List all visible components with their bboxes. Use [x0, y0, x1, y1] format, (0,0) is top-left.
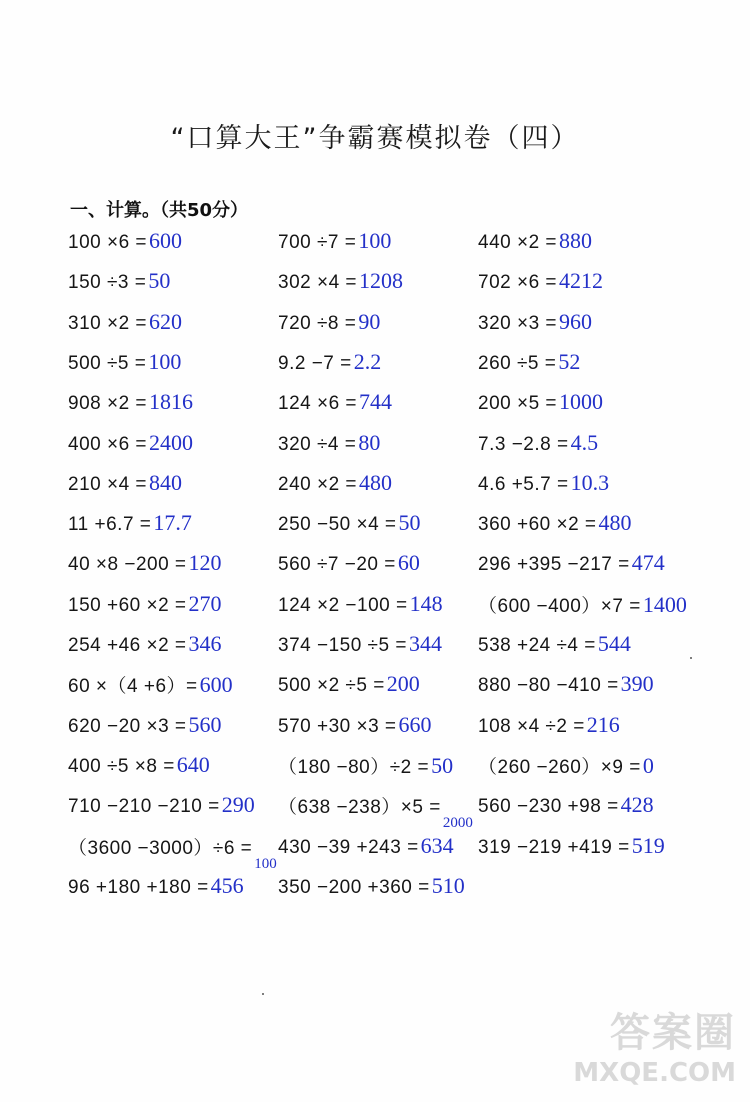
problem-expression: （180 −80）÷2 = [278, 756, 430, 778]
problem-expression: 538 +24 ÷4 = [478, 635, 596, 656]
handwritten-answer: 10.3 [570, 469, 610, 495]
problem-row [0, 591, 750, 631]
problem-expression: 96 +180 +180 = [68, 876, 209, 898]
handwritten-answer: 660 [398, 711, 432, 737]
problem-expression: 720 ÷8 = [278, 312, 357, 334]
problem-item [68, 792, 255, 832]
problem-item [278, 470, 392, 510]
handwritten-answer: 456 [210, 872, 244, 898]
problem-item [68, 228, 182, 268]
problem-expression: （260 −260）×9 = [478, 756, 641, 778]
problem-expression: 430 −39 +243 = [278, 836, 419, 858]
problem-item [278, 430, 380, 470]
handwritten-answer: 480 [359, 469, 393, 495]
problem-item [68, 591, 222, 631]
problem-item [278, 792, 473, 832]
problem-item [478, 268, 603, 308]
speck-mark [690, 657, 692, 659]
speck-mark [262, 993, 264, 995]
problem-row [0, 228, 750, 268]
problem-item [478, 792, 654, 832]
problem-item [68, 470, 182, 510]
handwritten-answer: 4.5 [570, 429, 599, 455]
problem-expression: 250 −50 ×4 = [278, 514, 397, 536]
handwritten-answer: 346 [188, 631, 222, 656]
problem-expression: 11 +6.7 = [68, 514, 152, 536]
problem-expression: 260 ÷5 = [478, 352, 557, 374]
problem-item [478, 228, 592, 268]
problem-expression: 302 ×4 = [278, 272, 358, 294]
problem-item [68, 712, 222, 752]
handwritten-answer: 4212 [559, 268, 604, 294]
handwritten-answer: 620 [149, 308, 183, 334]
problem-expression: 310 ×2 = [68, 312, 148, 334]
problem-row [0, 792, 750, 832]
handwritten-answer: 60 [397, 550, 420, 576]
handwritten-answer: 270 [188, 590, 222, 616]
problem-item [478, 430, 598, 470]
problem-item [278, 309, 380, 349]
problem-row [0, 550, 750, 590]
problem-expression: 9.2 −7 = [278, 352, 352, 374]
problem-item [478, 671, 654, 711]
problem-row [0, 510, 750, 550]
handwritten-answer: 640 [176, 751, 210, 777]
problem-item [478, 389, 603, 429]
problem-expression: 40 ×8 −200 = [68, 554, 187, 576]
handwritten-answer: 344 [408, 631, 442, 656]
problem-expression: 320 ÷4 = [278, 433, 357, 455]
problem-item [278, 550, 420, 590]
handwritten-answer: 90 [358, 308, 381, 334]
handwritten-answer: 544 [597, 631, 631, 656]
problem-expression: 108 ×4 ÷2 = [478, 715, 585, 737]
problem-item [478, 550, 665, 590]
handwritten-answer: 200 [386, 671, 420, 697]
problem-expression: 908 ×2 = [68, 393, 148, 415]
problem-item [478, 510, 632, 550]
watermark [573, 1001, 736, 1088]
problem-expression: 200 ×5 = [478, 393, 558, 415]
problem-item [478, 631, 631, 671]
problem-item [68, 752, 210, 792]
problem-item [68, 349, 181, 389]
problem-expression: 560 ÷7 −20 = [278, 554, 396, 576]
problem-item [278, 631, 442, 671]
problem-expression: 702 ×6 = [478, 272, 558, 294]
problem-expression: 296 +395 −217 = [478, 554, 630, 576]
handwritten-answer: 0 [642, 752, 654, 778]
problem-expression: 254 +46 ×2 = [68, 635, 187, 656]
handwritten-answer: 100 [358, 228, 392, 253]
problem-row [0, 309, 750, 349]
handwritten-answer: 519 [631, 832, 665, 858]
problem-item [68, 510, 192, 550]
handwritten-answer: 290 [221, 792, 255, 818]
problem-expression: 700 ÷7 = [278, 232, 357, 253]
problem-item [278, 712, 432, 752]
handwritten-answer: 390 [620, 671, 654, 697]
problem-expression: 240 ×2 = [278, 473, 358, 495]
worksheet-title: “口算大王”争霸赛模拟卷（四） [170, 123, 580, 154]
problem-expression: 500 ÷5 = [68, 352, 147, 374]
handwritten-answer: 2.2 [353, 348, 382, 374]
problem-expression: 320 ×3 = [478, 312, 558, 334]
problem-expression: 440 ×2 = [478, 232, 558, 253]
problem-item [68, 430, 193, 470]
problem-item [68, 309, 182, 349]
handwritten-answer: 1400 [642, 591, 687, 617]
problem-row [0, 389, 750, 429]
problem-item [68, 833, 277, 873]
problem-row [0, 349, 750, 389]
problem-item [278, 833, 454, 873]
problem-item [478, 591, 687, 631]
problem-row [0, 631, 750, 671]
problem-item [68, 671, 233, 711]
handwritten-answer: 100 [148, 348, 182, 374]
problem-row [0, 833, 750, 873]
handwritten-answer: 148 [409, 590, 443, 616]
problem-row [0, 752, 750, 792]
problem-expression: 350 −200 +360 = [278, 876, 430, 898]
problem-item [478, 470, 609, 510]
problem-row [0, 712, 750, 752]
problem-row [0, 873, 750, 913]
problem-item [278, 510, 421, 550]
handwritten-answer: 120 [188, 550, 222, 576]
handwritten-answer: 52 [558, 348, 581, 374]
problem-expression: 60 ×（4 +6）= [68, 676, 198, 698]
handwritten-answer: 560 [188, 711, 222, 737]
problem-expression: 374 −150 ÷5 = [278, 635, 407, 656]
handwritten-answer: 600 [199, 672, 233, 698]
problem-item [278, 671, 420, 711]
problem-expression: （600 −400）×7 = [478, 595, 641, 617]
handwritten-answer: 80 [358, 429, 381, 455]
handwritten-answer: 50 [398, 510, 421, 536]
problem-item [278, 389, 392, 429]
problem-expression: 620 −20 ×3 = [68, 715, 187, 737]
problem-row [0, 430, 750, 470]
problem-item [68, 268, 170, 308]
handwritten-answer: 474 [631, 550, 665, 576]
problem-expression: （638 −238）×5 = [278, 797, 441, 819]
problem-item [278, 349, 381, 389]
handwritten-answer: 1816 [149, 389, 194, 415]
problem-item [68, 631, 222, 671]
problem-expression: 570 +30 ×3 = [278, 715, 397, 737]
problem-item [478, 309, 592, 349]
problem-item [278, 873, 465, 913]
problem-expression: 7.3 −2.8 = [478, 433, 569, 455]
problem-item [278, 228, 391, 268]
handwritten-answer: 744 [359, 389, 393, 415]
handwritten-answer: 216 [586, 711, 620, 737]
watermark-logo-text: 答案圈 [610, 1010, 736, 1056]
problem-expression: 100 ×6 = [68, 232, 148, 253]
handwritten-answer: 2000 [442, 815, 473, 832]
handwritten-answer: 1000 [559, 389, 604, 415]
handwritten-answer: 600 [149, 228, 183, 253]
problem-item [478, 833, 665, 873]
problem-expression: 124 ×2 −100 = [278, 594, 408, 616]
problem-expression: 150 ÷3 = [68, 272, 147, 294]
problem-expression: 500 ×2 ÷5 = [278, 675, 385, 697]
problem-row [0, 671, 750, 711]
problem-item [478, 752, 654, 792]
problem-item [68, 389, 193, 429]
handwritten-answer: 634 [420, 832, 454, 858]
handwritten-answer: 510 [431, 872, 465, 898]
problem-expression: 400 ×6 = [68, 433, 148, 455]
problem-row [0, 268, 750, 308]
problem-expression: 710 −210 −210 = [68, 796, 220, 818]
handwritten-answer: 17.7 [153, 510, 192, 536]
handwritten-answer: 100 [254, 855, 277, 872]
problem-expression: 319 −219 +419 = [478, 836, 630, 858]
problem-expression: 880 −80 −410 = [478, 675, 619, 697]
problem-expression: 360 +60 ×2 = [478, 514, 597, 536]
handwritten-answer: 880 [559, 228, 593, 253]
problem-expression: 560 −230 +98 = [478, 796, 619, 818]
problem-expression: 210 ×4 = [68, 473, 148, 495]
problem-item [278, 591, 443, 631]
problem-item [478, 349, 580, 389]
problem-item [68, 873, 244, 913]
problem-row [0, 470, 750, 510]
problem-expression: （3600 −3000）÷6 = [68, 837, 253, 859]
problem-item [278, 268, 403, 308]
handwritten-answer: 50 [431, 752, 454, 778]
problem-expression: 150 +60 ×2 = [68, 594, 187, 616]
handwritten-answer: 50 [148, 268, 171, 294]
handwritten-answer: 960 [559, 308, 593, 334]
problem-expression: 4.6 +5.7 = [478, 473, 569, 495]
handwritten-answer: 480 [598, 510, 632, 536]
handwritten-answer: 1208 [359, 268, 404, 294]
handwritten-answer: 428 [620, 792, 654, 818]
problem-item [68, 550, 222, 590]
handwritten-answer: 840 [149, 469, 183, 495]
problem-expression: 400 ÷5 ×8 = [68, 755, 175, 777]
problem-item [278, 752, 453, 792]
handwritten-answer: 2400 [149, 429, 194, 455]
watermark-url: MXQE.COM [573, 1058, 736, 1088]
section-heading: 一、计算。（共50分） [70, 200, 249, 221]
problem-item [478, 712, 620, 752]
problem-expression: 124 ×6 = [278, 393, 358, 415]
